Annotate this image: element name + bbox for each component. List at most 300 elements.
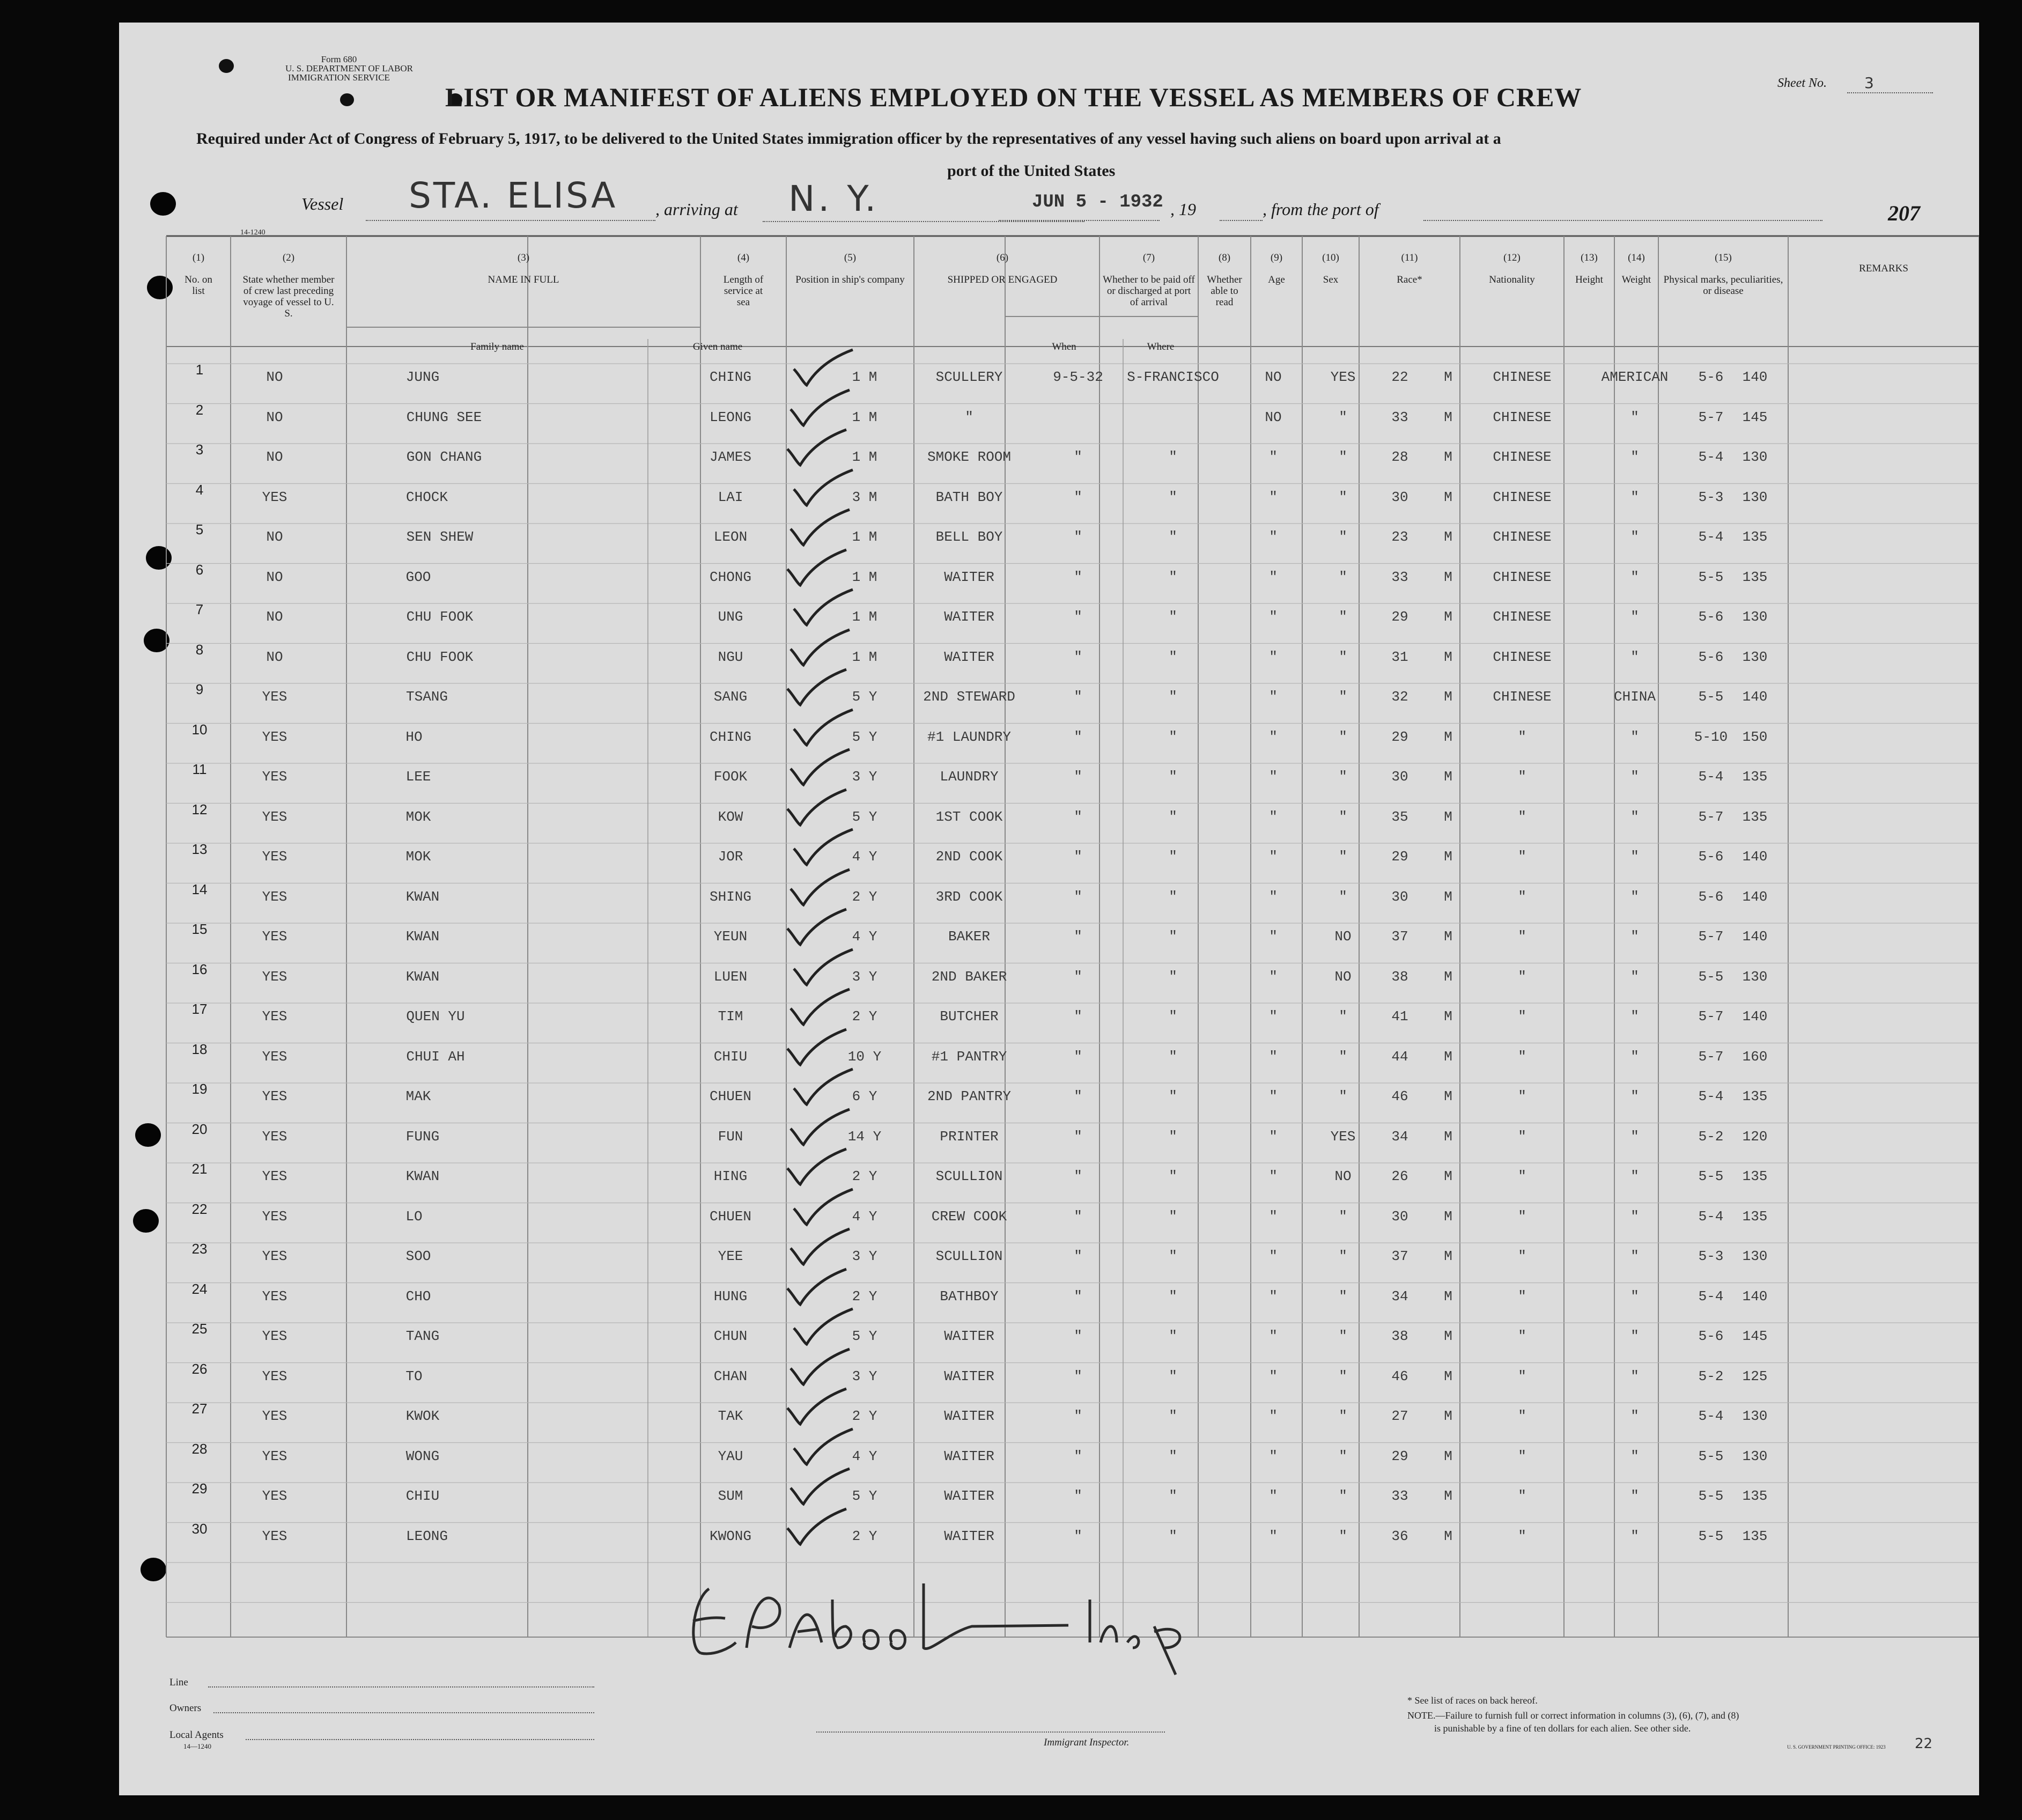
cell-when: " bbox=[1074, 1008, 1082, 1025]
cell-service: 1 M bbox=[852, 449, 877, 465]
cell-service: 4 Y bbox=[852, 929, 877, 945]
given-name-header: Given name bbox=[692, 341, 743, 352]
column-number: (2) bbox=[282, 252, 295, 263]
row-number: 19 bbox=[191, 1081, 208, 1097]
cell-given: CHING bbox=[709, 369, 752, 385]
cell-race: " bbox=[1518, 1528, 1526, 1544]
column-label: Height bbox=[1575, 274, 1603, 285]
cell-when: " bbox=[1074, 1168, 1082, 1184]
cell-height: 5-4 bbox=[1698, 1088, 1724, 1104]
cell-height: 5-6 bbox=[1698, 369, 1724, 385]
cell-position: WAITER bbox=[944, 569, 994, 585]
cell-family: HO bbox=[405, 728, 423, 745]
cell-prev: YES bbox=[262, 1408, 287, 1424]
cell-when: " bbox=[1074, 609, 1082, 625]
sheet-number: 3 bbox=[1864, 74, 1874, 92]
cell-read: " bbox=[1339, 649, 1347, 665]
cell-nat: " bbox=[1630, 968, 1639, 985]
cell-height: 5-4 bbox=[1698, 1208, 1724, 1225]
cell-age: 30 bbox=[1391, 489, 1408, 505]
column-label: No. on list bbox=[185, 274, 212, 297]
cell-read: " bbox=[1339, 1208, 1347, 1225]
cell-position: BATH BOY bbox=[935, 489, 1003, 505]
check-mark bbox=[789, 708, 854, 750]
cell-height: 5-4 bbox=[1698, 449, 1724, 465]
cell-height: 5-5 bbox=[1698, 1168, 1724, 1184]
cell-nat: " bbox=[1630, 1008, 1639, 1025]
cell-position: WAITER bbox=[944, 1408, 994, 1424]
cell-service: 5 Y bbox=[852, 1488, 877, 1504]
column-label: Nationality bbox=[1489, 274, 1535, 285]
cell-age: 46 bbox=[1391, 1088, 1408, 1104]
cell-sex: M bbox=[1444, 369, 1452, 385]
cell-service: 5 Y bbox=[852, 808, 877, 825]
cell-family: SOO bbox=[405, 1248, 431, 1264]
cell-paid: NO bbox=[1265, 409, 1282, 425]
cell-race: " bbox=[1518, 1208, 1526, 1225]
cell-prev: YES bbox=[262, 689, 287, 705]
cell-race: CHINESE bbox=[1493, 409, 1552, 425]
cell-age: 44 bbox=[1391, 1048, 1408, 1065]
cell-read: " bbox=[1339, 1448, 1347, 1464]
cell-height: 5-4 bbox=[1698, 1408, 1724, 1424]
cell-where: " bbox=[1169, 1048, 1177, 1065]
check-mark bbox=[786, 1467, 851, 1509]
cell-sex: M bbox=[1444, 1408, 1452, 1424]
cell-height: 5-6 bbox=[1698, 609, 1724, 625]
column-label: Position in ship's company bbox=[795, 274, 905, 285]
cell-weight: 135 bbox=[1742, 808, 1768, 825]
cell-given: LEONG bbox=[709, 409, 752, 425]
cell-when: " bbox=[1074, 1528, 1082, 1544]
cell-family: CHU FOOK bbox=[406, 609, 474, 625]
cell-weight: 145 bbox=[1742, 409, 1768, 425]
cell-read: " bbox=[1339, 1048, 1347, 1065]
cell-position: " bbox=[965, 409, 973, 425]
column-header bbox=[1460, 252, 1564, 285]
column-number: (12) bbox=[1503, 252, 1521, 263]
cell-where: " bbox=[1169, 1488, 1177, 1504]
column-header bbox=[1099, 252, 1198, 308]
cell-service: 1 M bbox=[852, 569, 877, 585]
column-number: (7) bbox=[1142, 252, 1155, 263]
cell-where: " bbox=[1169, 1168, 1177, 1184]
cell-race: " bbox=[1518, 1128, 1526, 1145]
cell-read: " bbox=[1339, 1248, 1347, 1264]
cell-read: " bbox=[1339, 769, 1347, 785]
cell-nat: " bbox=[1630, 489, 1639, 505]
check-mark bbox=[789, 827, 854, 870]
row-number: 4 bbox=[195, 481, 204, 498]
row-number: 11 bbox=[192, 761, 207, 777]
cell-height: 5-6 bbox=[1698, 1328, 1724, 1344]
cell-nat: " bbox=[1630, 1528, 1639, 1544]
owners-label: Owners bbox=[169, 1703, 202, 1714]
cell-when: " bbox=[1074, 529, 1082, 545]
cell-weight: 130 bbox=[1742, 968, 1768, 985]
cell-service: 2 Y bbox=[852, 1528, 877, 1544]
cell-prev: YES bbox=[262, 769, 287, 785]
cell-service: 3 Y bbox=[852, 1248, 877, 1264]
cell-sex: M bbox=[1444, 569, 1452, 585]
check-mark bbox=[789, 1307, 854, 1350]
cell-read: " bbox=[1339, 1288, 1347, 1305]
cell-age: 27 bbox=[1391, 1408, 1408, 1424]
manifest-sheet bbox=[119, 23, 1979, 1795]
cell-family: CHUNG SEE bbox=[406, 409, 482, 425]
column-number: (3) bbox=[517, 252, 530, 263]
cell-where: " bbox=[1169, 489, 1177, 505]
page-number: 207 bbox=[1888, 201, 1920, 225]
cell-paid: " bbox=[1269, 1408, 1278, 1424]
cell-given: SANG bbox=[713, 689, 748, 705]
cell-weight: 135 bbox=[1742, 1168, 1768, 1184]
row-number: 16 bbox=[191, 961, 208, 977]
cell-race: " bbox=[1518, 849, 1526, 865]
cell-service: 5 Y bbox=[852, 728, 877, 745]
cell-height: 5-6 bbox=[1698, 888, 1724, 905]
cell-weight: 140 bbox=[1742, 689, 1768, 705]
column-label: Weight bbox=[1621, 274, 1651, 285]
cell-weight: 135 bbox=[1742, 529, 1768, 545]
cell-sex: M bbox=[1444, 409, 1452, 425]
cell-prev: YES bbox=[262, 1488, 287, 1504]
cell-paid: " bbox=[1269, 808, 1278, 825]
check-mark bbox=[786, 1227, 851, 1270]
owners-field bbox=[213, 1712, 594, 1713]
cell-sex: M bbox=[1444, 1368, 1452, 1384]
cell-race: " bbox=[1518, 1488, 1526, 1504]
cell-prev: YES bbox=[262, 1248, 287, 1264]
cell-position: BUTCHER bbox=[940, 1008, 999, 1025]
cell-given: JOR bbox=[718, 849, 743, 865]
cell-prev: YES bbox=[262, 1168, 287, 1184]
cell-nat: " bbox=[1630, 1208, 1639, 1225]
column-number: (8) bbox=[1218, 252, 1231, 263]
cell-weight: 140 bbox=[1742, 1008, 1768, 1025]
cell-family: SEN SHEW bbox=[406, 529, 474, 545]
cell-position: BATHBOY bbox=[940, 1288, 999, 1305]
cell-given: YAU bbox=[718, 1448, 743, 1464]
check-mark bbox=[783, 667, 847, 710]
cell-race: " bbox=[1518, 808, 1526, 825]
shipped-where-header: Where bbox=[1147, 341, 1175, 352]
cell-sex: M bbox=[1444, 769, 1452, 785]
cell-paid: " bbox=[1269, 569, 1278, 585]
cell-race: " bbox=[1518, 728, 1526, 745]
cell-read: " bbox=[1339, 1328, 1347, 1344]
cell-family: GON CHANG bbox=[406, 449, 482, 465]
cell-where: " bbox=[1169, 1528, 1177, 1544]
column-header bbox=[1564, 252, 1614, 285]
sheet-label: Sheet No. bbox=[1777, 76, 1827, 90]
column-number: (10) bbox=[1322, 252, 1339, 263]
row-number: 9 bbox=[195, 681, 204, 697]
cell-family: CHIU bbox=[405, 1488, 440, 1504]
column-header bbox=[231, 252, 346, 319]
cell-weight: 135 bbox=[1742, 1208, 1768, 1225]
row-number: 26 bbox=[191, 1360, 208, 1377]
cell-weight: 140 bbox=[1742, 369, 1768, 385]
cell-prev: NO bbox=[266, 529, 283, 545]
cell-when: " bbox=[1074, 929, 1082, 945]
form-code-bottom: 14—1240 bbox=[183, 1742, 211, 1750]
cell-read: NO bbox=[1334, 929, 1352, 945]
check-mark bbox=[783, 428, 847, 470]
check-mark bbox=[786, 987, 851, 1030]
cell-when: " bbox=[1074, 449, 1082, 465]
cell-family: QUEN YU bbox=[406, 1008, 465, 1025]
cell-when: " bbox=[1074, 1048, 1082, 1065]
row-number: 15 bbox=[191, 921, 208, 937]
cell-service: 2 Y bbox=[852, 888, 877, 905]
local-agents-label: Local Agents bbox=[169, 1729, 224, 1741]
check-mark bbox=[783, 1147, 847, 1190]
cell-family: CHO bbox=[405, 1288, 431, 1305]
column-header bbox=[346, 252, 700, 285]
cell-prev: YES bbox=[262, 1128, 287, 1145]
cell-service: 2 Y bbox=[852, 1008, 877, 1025]
cell-paid: " bbox=[1269, 529, 1278, 545]
cell-family: MAK bbox=[405, 1088, 431, 1104]
cell-given: UNG bbox=[718, 609, 743, 625]
cell-height: 5-7 bbox=[1698, 1048, 1724, 1065]
cell-race: " bbox=[1518, 1048, 1526, 1065]
cell-position: WAITER bbox=[944, 609, 994, 625]
cell-paid: " bbox=[1269, 1168, 1278, 1184]
cell-race: " bbox=[1518, 1248, 1526, 1264]
cell-nat: " bbox=[1630, 888, 1639, 905]
cell-family: WONG bbox=[405, 1448, 440, 1464]
cell-where: " bbox=[1169, 529, 1177, 545]
cell-nat: " bbox=[1630, 409, 1639, 425]
column-header bbox=[786, 252, 914, 285]
cell-paid: " bbox=[1269, 1368, 1278, 1384]
vessel-name: STA. ELISA bbox=[409, 175, 618, 216]
cell-when: " bbox=[1074, 1088, 1082, 1104]
check-mark bbox=[789, 468, 854, 511]
cell-nat: " bbox=[1630, 529, 1639, 545]
cell-when: " bbox=[1074, 1208, 1082, 1225]
cell-paid: " bbox=[1269, 728, 1278, 745]
cell-nat: " bbox=[1630, 1488, 1639, 1504]
cell-nat: " bbox=[1630, 1448, 1639, 1464]
cell-sex: M bbox=[1444, 489, 1452, 505]
cell-given: CHUEN bbox=[709, 1088, 752, 1104]
cell-paid: " bbox=[1269, 609, 1278, 625]
cell-family: KWOK bbox=[405, 1408, 440, 1424]
cell-sex: M bbox=[1444, 1448, 1452, 1464]
cell-weight: 135 bbox=[1742, 1528, 1768, 1544]
cell-given: CHAN bbox=[713, 1368, 748, 1384]
printing-office: U. S. GOVERNMENT PRINTING OFFICE: 1923 bbox=[1787, 1744, 1886, 1750]
cell-age: 41 bbox=[1391, 1008, 1408, 1025]
form-code-top: 14-1240 bbox=[240, 229, 265, 237]
cell-read: " bbox=[1339, 1368, 1347, 1384]
row-number: 23 bbox=[191, 1241, 208, 1257]
cell-sex: M bbox=[1444, 1328, 1452, 1344]
cell-prev: YES bbox=[262, 849, 287, 865]
cell-position: 2ND PANTRY bbox=[927, 1088, 1012, 1104]
column-header bbox=[166, 252, 231, 297]
arriving-label: , arriving at bbox=[655, 200, 738, 219]
cell-service: 6 Y bbox=[852, 1088, 877, 1104]
check-mark bbox=[789, 1187, 854, 1230]
row-number: 17 bbox=[191, 1001, 208, 1017]
cell-paid: " bbox=[1269, 1328, 1278, 1344]
column-header bbox=[1359, 252, 1460, 285]
form-number: Form 680 bbox=[321, 54, 357, 64]
cell-weight: 130 bbox=[1742, 489, 1768, 505]
column-number: (5) bbox=[844, 252, 857, 263]
cell-prev: NO bbox=[266, 609, 283, 625]
row-number: 24 bbox=[191, 1280, 208, 1297]
cell-when: " bbox=[1074, 968, 1082, 985]
cell-where: S-FRANCISCO bbox=[1127, 369, 1219, 385]
cell-family: LEE bbox=[405, 769, 431, 785]
fine-note-line-2: is punishable by a fine of ten dollars for each alien. See other side. bbox=[1434, 1723, 1691, 1734]
cell-given: CHONG bbox=[709, 569, 752, 585]
cell-service: 1 M bbox=[852, 369, 877, 385]
cell-when: " bbox=[1074, 888, 1082, 905]
column-label: Sex bbox=[1323, 274, 1339, 285]
cell-prev: YES bbox=[262, 1328, 287, 1344]
cell-race: " bbox=[1518, 769, 1526, 785]
cell-nat: " bbox=[1630, 1128, 1639, 1145]
cell-nat: " bbox=[1630, 1168, 1639, 1184]
cell-when: " bbox=[1074, 1128, 1082, 1145]
column-header bbox=[1302, 252, 1359, 285]
cell-prev: YES bbox=[262, 1008, 287, 1025]
cell-when: " bbox=[1074, 1248, 1082, 1264]
cell-family: LO bbox=[405, 1208, 423, 1225]
cell-prev: YES bbox=[262, 888, 287, 905]
cell-prev: YES bbox=[262, 1368, 287, 1384]
cell-weight: 130 bbox=[1742, 1248, 1768, 1264]
cell-where: " bbox=[1169, 1328, 1177, 1344]
cell-nat: " bbox=[1630, 1328, 1639, 1344]
shipped-when-header: When bbox=[1052, 341, 1076, 352]
cell-read: " bbox=[1339, 849, 1347, 865]
cell-where: " bbox=[1169, 929, 1177, 945]
check-mark bbox=[786, 747, 851, 790]
cell-height: 5-5 bbox=[1698, 968, 1724, 985]
cell-sex: M bbox=[1444, 1208, 1452, 1225]
row-number: 22 bbox=[191, 1200, 208, 1217]
cell-service: 4 Y bbox=[852, 1448, 877, 1464]
cell-position: WAITER bbox=[944, 1368, 994, 1384]
cell-position: 2ND BAKER bbox=[931, 968, 1007, 985]
cell-where: " bbox=[1169, 609, 1177, 625]
cell-age: 37 bbox=[1391, 929, 1408, 945]
fine-note-line-1: NOTE.—Failure to furnish full or correct information in columns (3), (6), (7), and (8) bbox=[1407, 1710, 1739, 1721]
cell-paid: " bbox=[1269, 689, 1278, 705]
cell-given: KOW bbox=[718, 808, 743, 825]
check-mark bbox=[789, 947, 854, 990]
cell-service: 2 Y bbox=[852, 1168, 877, 1184]
cell-nat: AMERICAN bbox=[1601, 369, 1669, 385]
cell-when: " bbox=[1074, 1448, 1082, 1464]
cell-when: " bbox=[1074, 808, 1082, 825]
column-label: Whether able to read bbox=[1207, 274, 1242, 308]
cell-read: " bbox=[1339, 689, 1347, 705]
cell-position: 2ND COOK bbox=[935, 849, 1003, 865]
cell-sex: M bbox=[1444, 728, 1452, 745]
cell-service: 3 Y bbox=[852, 1368, 877, 1384]
cell-family: CHOCK bbox=[405, 489, 448, 505]
cell-given: SUM bbox=[718, 1488, 743, 1504]
cell-age: 35 bbox=[1391, 808, 1408, 825]
cell-paid: " bbox=[1269, 929, 1278, 945]
cell-service: 3 Y bbox=[852, 968, 877, 985]
cell-where: " bbox=[1169, 808, 1177, 825]
cell-family: KWAN bbox=[405, 968, 440, 985]
cell-race: " bbox=[1518, 1448, 1526, 1464]
cell-race: CHINESE bbox=[1493, 649, 1552, 665]
cell-position: WAITER bbox=[944, 1448, 994, 1464]
cell-age: 32 bbox=[1391, 689, 1408, 705]
cell-prev: YES bbox=[262, 1208, 287, 1225]
cell-nat: " bbox=[1630, 1368, 1639, 1384]
cell-paid: " bbox=[1269, 1248, 1278, 1264]
cell-service: 1 M bbox=[852, 609, 877, 625]
cell-where: " bbox=[1169, 849, 1177, 865]
cell-paid: " bbox=[1269, 1528, 1278, 1544]
cell-position: SCULLION bbox=[935, 1168, 1003, 1184]
cell-when: " bbox=[1074, 1408, 1082, 1424]
column-label: Race* bbox=[1397, 274, 1422, 285]
column-label: Length of service at sea bbox=[723, 274, 764, 308]
cell-age: 30 bbox=[1391, 888, 1408, 905]
inspector-signature bbox=[671, 1567, 1235, 1680]
cell-given: HUNG bbox=[713, 1288, 748, 1305]
cell-service: 4 Y bbox=[852, 849, 877, 865]
cell-age: 36 bbox=[1391, 1528, 1408, 1544]
cell-when: 9-5-32 bbox=[1053, 369, 1103, 385]
cell-nat: " bbox=[1630, 569, 1639, 585]
cell-position: PRINTER bbox=[940, 1128, 999, 1145]
column-header bbox=[914, 252, 1091, 285]
column-number: (14) bbox=[1628, 252, 1645, 263]
cell-age: 22 bbox=[1391, 369, 1408, 385]
cell-weight: 125 bbox=[1742, 1368, 1768, 1384]
cell-position: CREW COOK bbox=[931, 1208, 1007, 1225]
row-number: 10 bbox=[191, 721, 208, 738]
cell-prev: YES bbox=[262, 1088, 287, 1104]
row-number: 5 bbox=[195, 521, 204, 537]
check-mark bbox=[786, 1347, 851, 1390]
cell-read: " bbox=[1339, 808, 1347, 825]
cell-read: YES bbox=[1330, 1128, 1356, 1145]
cell-prev: YES bbox=[262, 1448, 287, 1464]
cell-nat: " bbox=[1630, 1048, 1639, 1065]
cell-weight: 160 bbox=[1742, 1048, 1768, 1065]
cell-race: CHINESE bbox=[1493, 609, 1552, 625]
cell-position: SCULLION bbox=[935, 1248, 1003, 1264]
cell-where: " bbox=[1169, 1208, 1177, 1225]
row-number: 12 bbox=[191, 801, 208, 817]
cell-race: " bbox=[1518, 1408, 1526, 1424]
cell-where: " bbox=[1169, 449, 1177, 465]
check-mark bbox=[786, 1107, 851, 1150]
cell-service: 2 Y bbox=[852, 1408, 877, 1424]
cell-given: HING bbox=[713, 1168, 748, 1184]
cell-height: 5-7 bbox=[1698, 1008, 1724, 1025]
cell-sex: M bbox=[1444, 1528, 1452, 1544]
cell-age: 29 bbox=[1391, 609, 1408, 625]
check-mark bbox=[783, 787, 847, 830]
cell-read: " bbox=[1339, 1088, 1347, 1104]
